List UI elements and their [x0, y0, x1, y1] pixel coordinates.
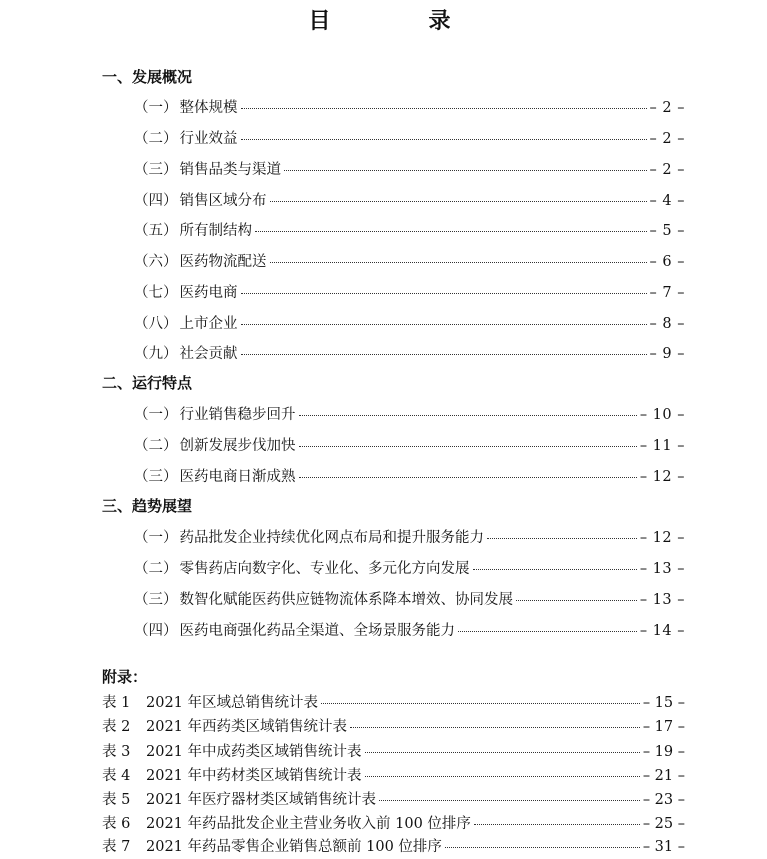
- table-page: – 23 –: [642, 792, 685, 808]
- entry-title: 数智化赋能医药供应链物流体系降本增效、协同发展: [179, 592, 513, 608]
- section-heading-3: 三、趋势展望: [102, 497, 193, 515]
- table-page: – 31 –: [642, 839, 685, 855]
- entry-number: （六）: [134, 254, 178, 270]
- toc-entry[interactable]: [134, 557, 685, 577]
- toc-entry[interactable]: [134, 434, 685, 454]
- appendix-table-entry[interactable]: [102, 788, 685, 808]
- entry-page: – 2 –: [649, 100, 685, 116]
- table-label: 表 4: [102, 768, 131, 784]
- table-page: – 21 –: [642, 768, 685, 784]
- table-page: – 19 –: [642, 744, 685, 760]
- entry-title: 药品批发企业持续优化网点布局和提升服务能力: [179, 530, 484, 546]
- entry-title: 创新发展步伐加快: [179, 438, 296, 454]
- toc-entry[interactable]: [134, 526, 685, 546]
- toc-entry[interactable]: [134, 588, 685, 608]
- entry-title: 行业销售稳步回升: [179, 407, 296, 423]
- toc-entry[interactable]: [134, 312, 685, 332]
- entry-page: – 11 –: [639, 438, 685, 454]
- dot-leader: [473, 569, 637, 570]
- table-label: 表 5: [102, 792, 131, 808]
- page-title: 目 录: [308, 9, 489, 34]
- appendix-table-entry[interactable]: [102, 764, 685, 784]
- entry-page: – 2 –: [649, 162, 685, 178]
- entry-title: 销售区域分布: [179, 193, 267, 209]
- appendix-heading: 附录：: [102, 668, 148, 686]
- entry-number: （七）: [134, 285, 178, 301]
- entry-number: （四）: [134, 623, 178, 639]
- table-title: 2021 年区域总销售统计表: [146, 695, 319, 711]
- entry-page: – 14 –: [639, 623, 685, 639]
- dot-leader: [487, 538, 637, 539]
- table-page: – 25 –: [642, 816, 685, 832]
- dot-leader: [365, 752, 640, 753]
- entry-title: 行业效益: [179, 131, 238, 147]
- appendix-table-entry[interactable]: [102, 835, 685, 855]
- entry-title: 医药电商日渐成熟: [179, 469, 296, 485]
- toc-entry[interactable]: [134, 127, 685, 147]
- entry-number: （三）: [134, 162, 178, 178]
- dot-leader: [516, 600, 637, 601]
- table-label: 表 7: [102, 839, 131, 855]
- entry-title: 销售品类与渠道: [179, 162, 281, 178]
- appendix-table-entry[interactable]: [102, 812, 685, 832]
- dot-leader: [241, 324, 647, 325]
- table-title: 2021 年药品批发企业主营业务收入前 100 位排序: [146, 816, 471, 832]
- entry-number: （三）: [134, 469, 178, 485]
- dot-leader: [321, 703, 640, 704]
- dot-leader: [299, 446, 637, 447]
- entry-number: （一）: [134, 100, 178, 116]
- dot-leader: [474, 824, 640, 825]
- table-label: 表 1: [102, 695, 131, 711]
- entry-number: （五）: [134, 223, 178, 239]
- entry-number: （二）: [134, 561, 178, 577]
- entry-page: – 4 –: [649, 193, 685, 209]
- entry-number: （二）: [134, 131, 178, 147]
- entry-number: （九）: [134, 346, 178, 362]
- table-title: 2021 年西药类区域销售统计表: [146, 719, 348, 735]
- entry-number: （一）: [134, 530, 178, 546]
- table-title: 2021 年中成药类区域销售统计表: [146, 744, 362, 760]
- entry-page: – 12 –: [639, 530, 685, 546]
- entry-title: 医药电商强化药品全渠道、全场景服务能力: [179, 623, 455, 639]
- entry-page: – 13 –: [639, 561, 685, 577]
- dot-leader: [458, 631, 637, 632]
- entry-number: （八）: [134, 316, 178, 332]
- entry-page: – 6 –: [649, 254, 685, 270]
- entry-page: – 2 –: [649, 131, 685, 147]
- dot-leader: [379, 800, 640, 801]
- dot-leader: [255, 231, 647, 232]
- entry-page: – 5 –: [649, 223, 685, 239]
- table-page: – 15 –: [642, 695, 685, 711]
- table-page: – 17 –: [642, 719, 685, 735]
- entry-title: 社会贡献: [179, 346, 238, 362]
- entry-title: 医药电商: [179, 285, 238, 301]
- entry-title: 整体规模: [179, 100, 238, 116]
- entry-number: （二）: [134, 438, 178, 454]
- dot-leader: [241, 108, 647, 109]
- entry-page: – 13 –: [639, 592, 685, 608]
- appendix-table-entry[interactable]: [102, 715, 685, 735]
- entry-number: （四）: [134, 193, 178, 209]
- table-title: 2021 年中药材类区域销售统计表: [146, 768, 362, 784]
- entry-page: – 9 –: [649, 346, 685, 362]
- dot-leader: [241, 354, 647, 355]
- toc-entry[interactable]: [134, 96, 685, 116]
- dot-leader: [241, 293, 647, 294]
- dot-leader: [299, 477, 637, 478]
- toc-entry[interactable]: [134, 219, 685, 239]
- dot-leader: [241, 139, 647, 140]
- dot-leader: [284, 170, 647, 171]
- dot-leader: [445, 847, 640, 848]
- entry-title: 上市企业: [179, 316, 238, 332]
- toc-entry[interactable]: [134, 619, 685, 639]
- dot-leader: [365, 776, 640, 777]
- toc-entry[interactable]: [134, 158, 685, 178]
- toc-entry[interactable]: [134, 189, 685, 209]
- section-heading-2: 二、运行特点: [102, 374, 193, 392]
- table-title: 2021 年医疗器材类区域销售统计表: [146, 792, 377, 808]
- table-label: 表 2: [102, 719, 131, 735]
- table-title: 2021 年药品零售企业销售总额前 100 位排序: [146, 839, 442, 855]
- toc-entry[interactable]: [134, 403, 685, 423]
- entry-title: 零售药店向数字化、专业化、多元化方向发展: [179, 561, 470, 577]
- toc-entry[interactable]: [134, 465, 685, 485]
- entry-title: 所有制结构: [179, 223, 252, 239]
- entry-page: – 12 –: [639, 469, 685, 485]
- dot-leader: [350, 727, 640, 728]
- appendix-table-entry[interactable]: [102, 740, 685, 760]
- entry-page: – 8 –: [649, 316, 685, 332]
- appendix-table-entry[interactable]: [102, 691, 685, 711]
- dot-leader: [270, 262, 647, 263]
- dot-leader: [299, 415, 637, 416]
- section-heading-1: 一、发展概况: [102, 68, 193, 86]
- entry-page: – 10 –: [639, 407, 685, 423]
- toc-entry[interactable]: [134, 342, 685, 362]
- dot-leader: [270, 201, 647, 202]
- toc-entry[interactable]: [134, 281, 685, 301]
- entry-page: – 7 –: [649, 285, 685, 301]
- entry-title: 医药物流配送: [179, 254, 267, 270]
- table-label: 表 6: [102, 816, 131, 832]
- entry-number: （一）: [134, 407, 178, 423]
- toc-entry[interactable]: [134, 250, 685, 270]
- entry-number: （三）: [134, 592, 178, 608]
- table-label: 表 3: [102, 744, 131, 760]
